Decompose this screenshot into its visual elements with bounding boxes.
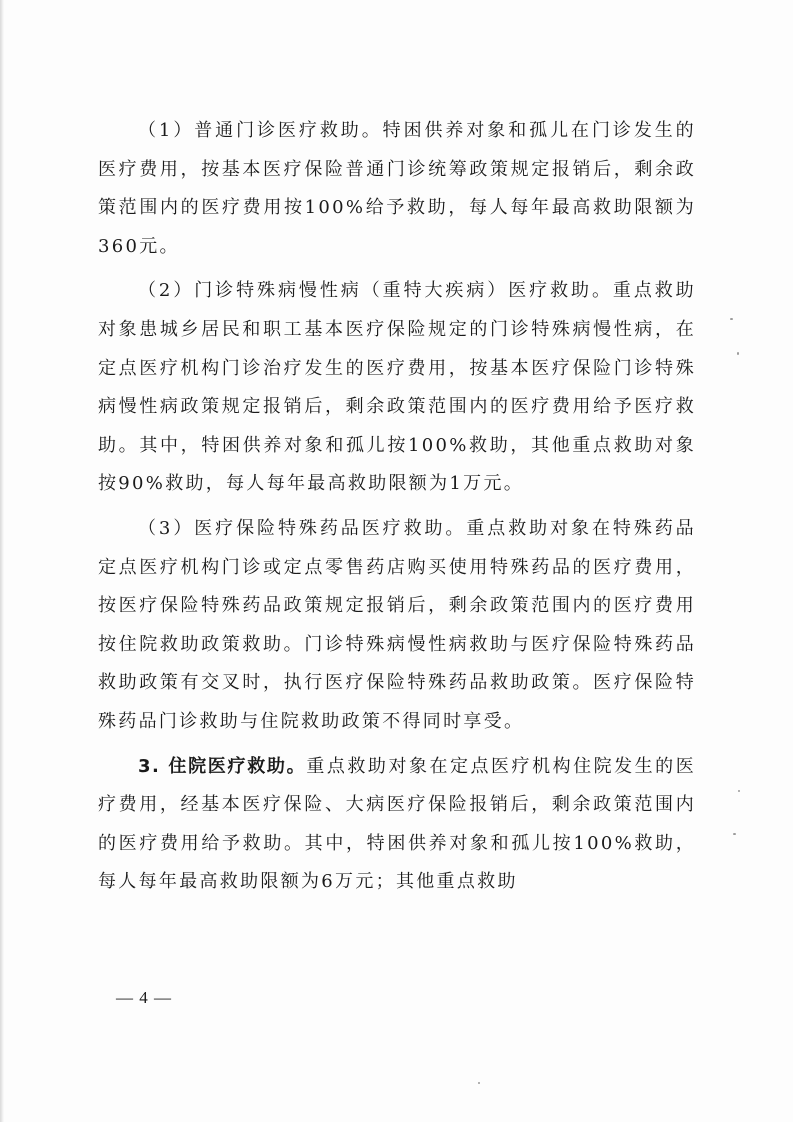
page-number: — 4 —: [116, 988, 172, 1007]
scan-speck: [738, 790, 740, 792]
paragraph-text: （3）医疗保险特殊药品医疗救助。重点救助对象在特殊药品定点医疗机构门诊或定点零售药店购买使用特殊药品的医疗费用，按医疗保险特殊药品政策规定报销后，剩余政策范围内的医疗费用按住院救助政策救助。门诊特殊病慢性病救助与医疗保险特殊药品救助政策有交叉时，执行医疗保险特殊药品救助政策。医疗保险特殊药品门诊救助与住院救助政策不得同时享受。: [98, 517, 696, 732]
scan-speck: [733, 833, 736, 835]
scan-edge: [0, 0, 4, 1122]
paragraph-special-drugs: [98, 510, 696, 742]
scan-speck: [737, 352, 739, 355]
paragraph-outpatient-general: [98, 112, 696, 266]
paragraph-inpatient: [98, 748, 696, 902]
paragraph-text: （1）普通门诊医疗救助。特困供养对象和孤儿在门诊发生的医疗费用，按基本医疗保险普通门诊统筹政策规定报销后，剩余政策范围内的医疗费用按100%给予救助，每人每年最高救助限额为360元。: [98, 120, 696, 257]
paragraph-text: 重点救助对象在定点医疗机构住院发生的医疗费用，经基本医疗保险、大病医疗保险报销后，剩余政策范围内的医疗费用给予救助。其中，特困供养对象和孤儿按100%救助，每人每年最高救助限额为6万元；其他重点救助: [98, 755, 696, 893]
paragraph-heading: 3. 住院医疗救助。: [138, 755, 307, 777]
paragraph-text: （2）门诊特殊病慢性病（重特大疾病）医疗救助。重点救助对象患城乡居民和职工基本医疗保险规定的门诊特殊病慢性病，在定点医疗机构门诊治疗发生的医疗费用，按基本医疗保险门诊特殊病慢性病政策规定报销后，剩余政策范围内的医疗费用给予医疗救助。其中，特困供养对象和孤儿按100%救助，其他重点救助对象按90%救助，每人每年最高救助限额为1万元。: [98, 280, 696, 495]
scan-speck: [478, 1082, 480, 1084]
paragraph-outpatient-chronic: [98, 272, 696, 504]
document-body: [98, 112, 696, 908]
scan-speck: [730, 318, 733, 320]
